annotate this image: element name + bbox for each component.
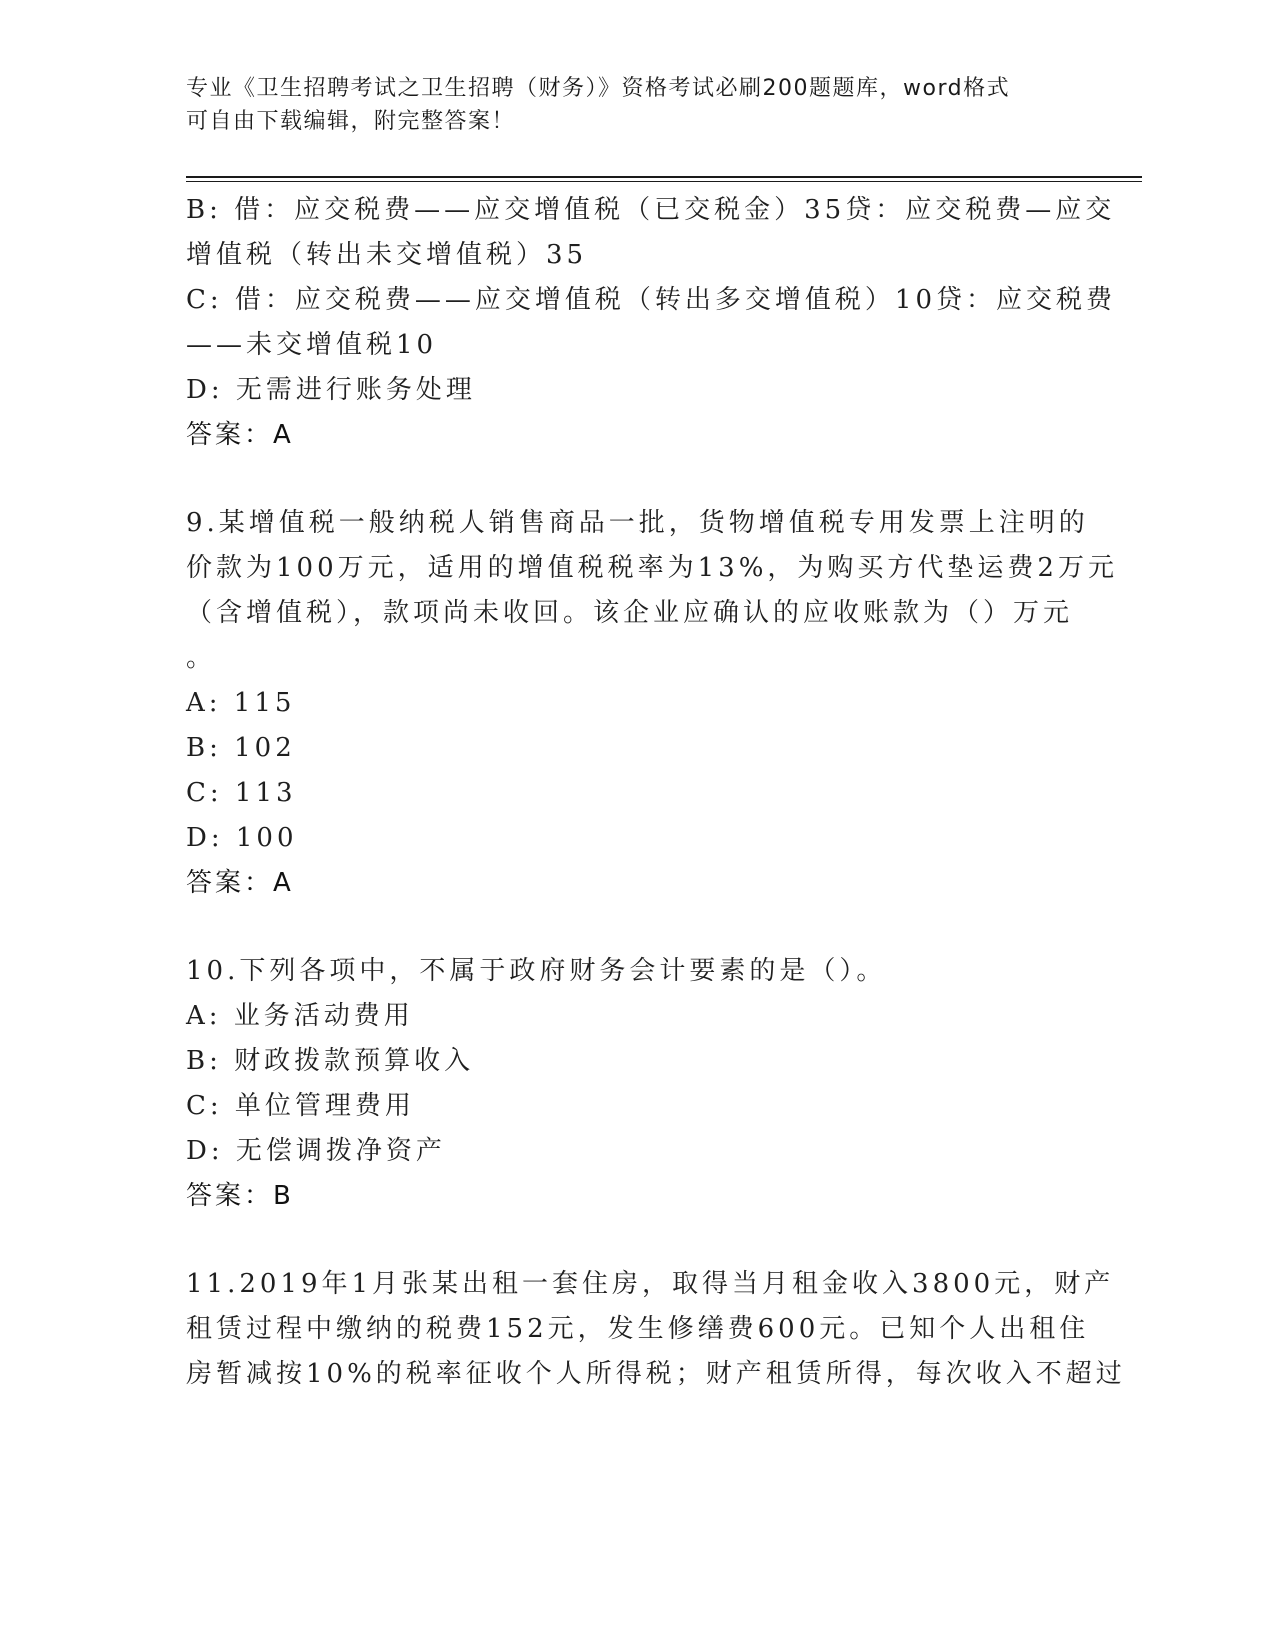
spacer xyxy=(186,906,1066,949)
q11-stem-line-3: 房暂减按10%的税率征收个人所得税；财产租赁所得，每次收入不超过 xyxy=(186,1359,1126,1389)
spacer xyxy=(186,458,1066,501)
question-9 xyxy=(186,501,1118,906)
header-line-1: 专业《卫生招聘考试之卫生招聘（财务）》资格考试必刷200题题库，word格式 xyxy=(186,76,1011,101)
header-line-2: 可自由下载编辑，附完整答案！ xyxy=(186,109,516,134)
question-8-tail xyxy=(186,188,1117,458)
q8-option-c-line-2: ——未交增值税10 xyxy=(186,330,438,360)
question-content xyxy=(186,188,1126,1397)
q10-option-b: B: 财政拨款预算收入 xyxy=(186,1046,475,1076)
q9-option-b: B: 102 xyxy=(186,733,296,763)
q9-answer: 答案：A xyxy=(186,868,294,898)
q10-option-d: D: 无偿调拨净资产 xyxy=(186,1136,446,1166)
q10-option-a: A: 业务活动费用 xyxy=(186,1001,414,1031)
q8-option-c-line-1: C: 借：应交税费——应交增值税（转出多交增值税）10贷：应交税费 xyxy=(186,285,1117,315)
header-divider-thin xyxy=(186,181,1142,182)
q9-stem-line-4: 。 xyxy=(186,643,217,673)
q8-option-b-line-1: B: 借：应交税费——应交增值税（已交税金）35贷：应交税费—应交 xyxy=(186,195,1116,225)
q10-answer: 答案：B xyxy=(186,1181,294,1211)
question-10 xyxy=(186,949,1066,1219)
q9-option-c: C: 113 xyxy=(186,778,297,808)
q8-option-d: D: 无需进行账务处理 xyxy=(186,375,476,405)
q9-stem-line-1: 9.某增值税一般纳税人销售商品一批，货物增值税专用发票上注明的 xyxy=(186,508,1089,538)
q11-stem-line-2: 租赁过程中缴纳的税费152元，发生修缮费600元。已知个人出租住 xyxy=(186,1314,1090,1344)
spacer xyxy=(186,1219,1066,1262)
q9-stem-line-2: 价款为100万元，适用的增值税税率为13%，为购买方代垫运费2万元 xyxy=(186,553,1118,583)
q10-option-c: C: 单位管理费用 xyxy=(186,1091,415,1121)
q10-stem-line-1: 10.下列各项中，不属于政府财务会计要素的是（）。 xyxy=(186,956,887,986)
document-header xyxy=(186,72,1086,138)
question-11 xyxy=(186,1262,1126,1397)
q9-option-a: A: 115 xyxy=(186,688,296,718)
q9-option-d: D: 100 xyxy=(186,823,298,853)
q9-stem-line-3: （含增值税），款项尚未收回。该企业应确认的应收账款为（）万元 xyxy=(186,598,1074,628)
q8-answer: 答案：A xyxy=(186,420,294,450)
q11-stem-line-1: 11.2019年1月张某出租一套住房，取得当月租金收入3800元，财产 xyxy=(186,1269,1115,1299)
q8-option-b-line-2: 增值税（转出未交增值税）35 xyxy=(186,240,588,270)
header-divider-thick xyxy=(186,176,1142,178)
